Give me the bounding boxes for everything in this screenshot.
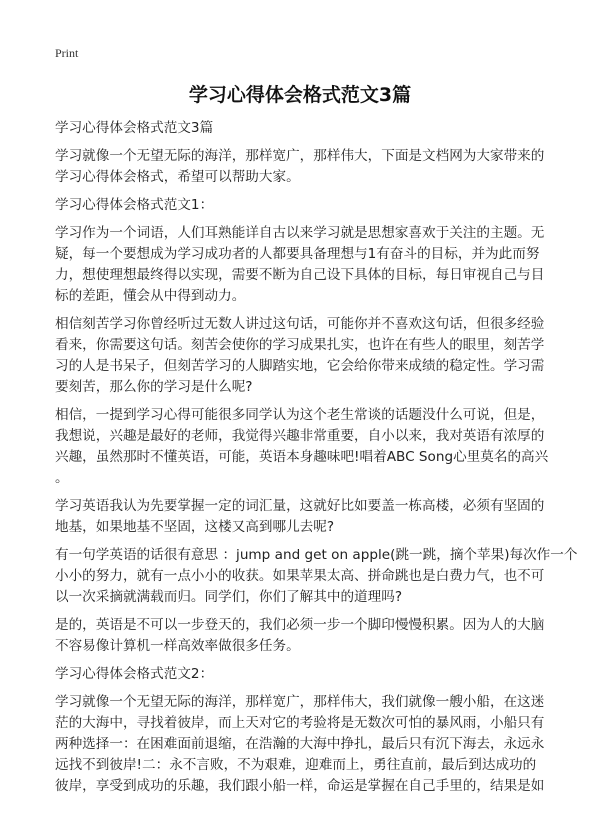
paragraph <box>55 405 555 489</box>
text-line: 学习作为一个词语，人们耳熟能详自古以来学习就是思想家喜欢于关注的主题。无 <box>55 225 545 241</box>
document-title: 学习心得体会格式范文3篇 <box>188 84 412 106</box>
paragraph <box>55 314 555 398</box>
text-line: 彼岸，享受到成功的乐趣，我们跟小船一样，命运是掌握在自己手里的，结果是如 <box>55 778 545 794</box>
text-line: 我想说，兴趣是最好的老师，我觉得兴趣非常重要，自小以来，我对英语有浓厚的 <box>55 428 545 444</box>
text-line: 学习英语我认为先要掌握一定的词汇量，这就好比如要盖一栋高楼，必须有坚固的 <box>55 498 545 514</box>
text-line: 学习心得体会格式，希望可以帮助大家。 <box>55 169 300 185</box>
text-line: 相信刻苦学习你曾经听过无数人讲过这句话，可能你并不喜欢这句话，但很多经验 <box>55 316 545 332</box>
text-line: 。 <box>55 470 69 486</box>
text-line: 学习心得体会格式范文2： <box>55 666 214 682</box>
text-line: 两种选择一：在困难面前退缩，在浩瀚的大海中挣扎，最后只有沉下海去，永远永 <box>55 736 545 752</box>
text-line: 学习就像一个无望无际的海洋，那样宽广，那样伟大，下面是文档网为大家带来的 <box>55 148 545 164</box>
section-heading <box>55 664 555 685</box>
text-line: 相信，一提到学习心得可能很多同学认为这个老生常谈的话题没什么可说，但是， <box>55 407 545 423</box>
text-line: 兴趣，虽然那时不懂英语，可能，英语本身趣味吧!唱着ABC Song心里莫名的高兴 <box>55 449 549 465</box>
paragraph <box>55 615 555 657</box>
text-line: 习的人是书呆子，但刻苦学习的人脚踏实地，它会给你带来成绩的稳定性。学习需 <box>55 358 545 374</box>
text-line: 看来，你需要这句话。刻苦会使你的学习成果扎实，也许在有些人的眼里，刻苦学 <box>55 337 545 353</box>
paragraph <box>55 692 555 797</box>
text-line: 标的差距，懂会从中得到动力。 <box>55 288 246 304</box>
text-line: 以一次采摘就满载而归。同学们，你们了解其中的道理吗? <box>55 589 403 605</box>
text-line: 力，想使理想最终得以实现，需要不断为自己设下具体的目标，每日审视自己与目 <box>55 267 545 283</box>
text-line: 小小的努力，就有一点小小的收获。如果苹果太高、拼命跳也是白费力气，也不可 <box>55 568 545 584</box>
text-line: 疑，每一个要想成为学习成功者的人都要具备理想与1有奋斗的目标，并为此而努 <box>55 246 540 262</box>
paragraph <box>55 496 555 538</box>
paragraph <box>55 146 555 188</box>
text-line: 远找不到彼岸!二：永不言败，不为艰难，迎难而上，勇往直前，最后到达成功的 <box>55 757 537 773</box>
text-line: 学习心得体会格式范文3篇 <box>55 120 214 136</box>
text-line: 要刻苦，那么你的学习是什么呢? <box>55 379 253 395</box>
section-heading <box>55 118 555 139</box>
document-body <box>55 118 578 804</box>
text-line: 学习心得体会格式范文1： <box>55 197 214 213</box>
text-line: 茫的大海中，寻找着彼岸，而上天对它的考验将是无数次可怕的暴风雨，小船只有 <box>55 715 545 731</box>
section-heading <box>55 195 555 216</box>
text-line: 不容易像计算机一样高效率做很多任务。 <box>55 638 300 654</box>
print-link[interactable]: Print <box>55 46 79 60</box>
text-line: 学习就像一个无望无际的海洋，那样宽广，那样伟大，我们就像一艘小船，在这迷 <box>55 694 545 710</box>
text-line: 是的，英语是不可以一步登天的，我们必须一步一个脚印慢慢积累。因为人的大脑 <box>55 617 545 633</box>
paragraph <box>55 223 555 307</box>
paragraph <box>55 545 578 608</box>
text-line: 有一句学英语的话很有意思 ：jump and get on apple(跳一跳，摘个苹果)每次作一个 <box>55 547 578 563</box>
text-line: 地基，如果地基不坚固，这楼又高到哪儿去呢? <box>55 519 335 535</box>
